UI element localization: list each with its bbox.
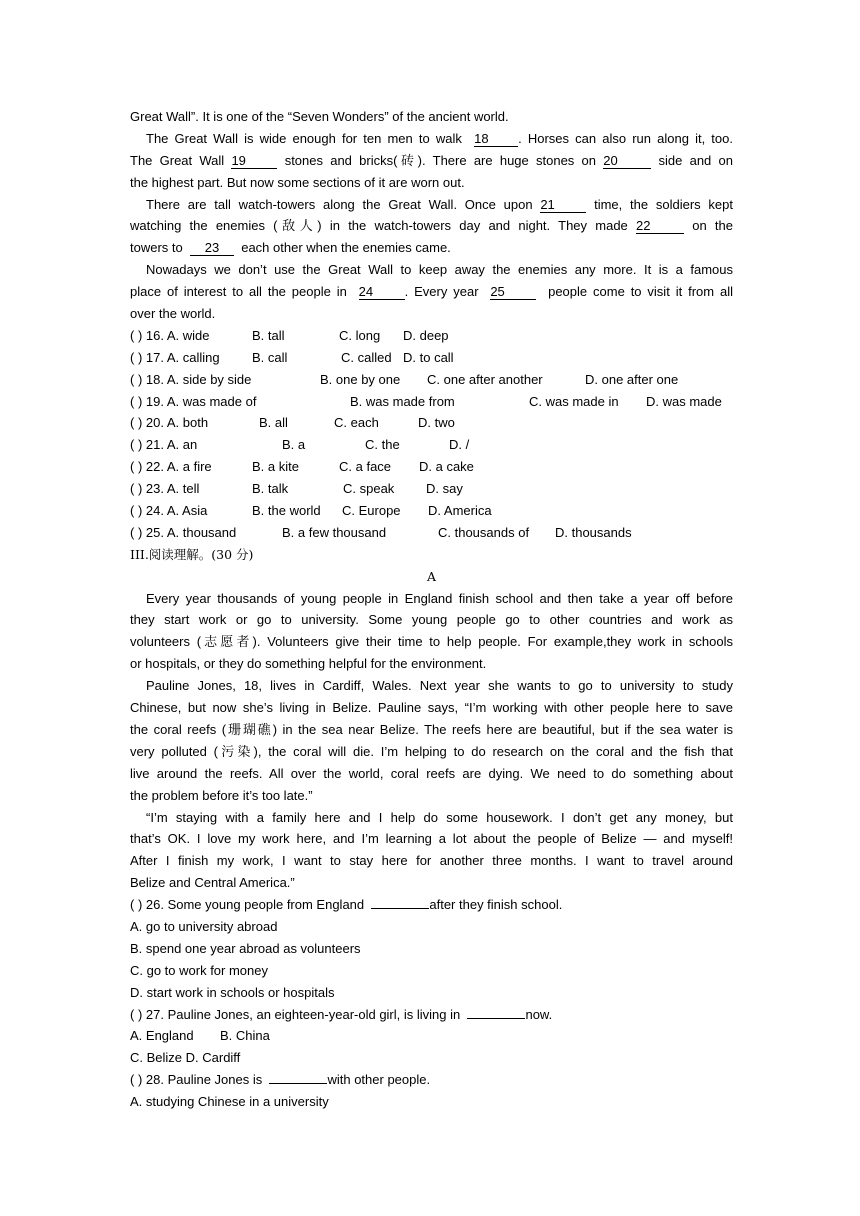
section-title: III.阅读理解。(30 分) xyxy=(130,546,254,562)
option-b: B. spend one year abroad as volunteers xyxy=(130,940,361,956)
text-line: volunteers (志愿者). Volunteers give their time to help people. For example,they work in schools xyxy=(130,634,733,650)
question-26: ( ) 26. Some young people from England after they finish school. xyxy=(130,897,563,913)
reading-questions xyxy=(130,894,733,1113)
blank-23: 23 xyxy=(190,241,234,256)
text-line: Every year thousands of young people in England finish school and then take a year off before xyxy=(146,590,733,606)
cloze-questions xyxy=(130,325,733,544)
question-21: ( ) 21. A. an B. a C. the D. / xyxy=(130,437,470,453)
text-line: Great Wall”. It is one of the “Seven Wonders” of the ancient world. xyxy=(130,109,509,124)
question-25: ( ) 25. A. thousand B. a few thousand C. thousands of D. thousands xyxy=(130,524,632,540)
text-line: towers to 23 each other when the enemies came. xyxy=(130,240,451,256)
text-line: live around the reefs. All over the world, coral reefs are dying. We need to do something about xyxy=(130,765,733,781)
question-24: ( ) 24. A. Asia B. the world C. Europe D. America xyxy=(130,503,492,519)
text-line: Nowadays we don’t use the Great Wall to keep away the enemies any more. It is a famous xyxy=(146,262,733,278)
text-line: the highest part. But now some sections of it are worn out. xyxy=(130,174,465,190)
blank-22: 22 xyxy=(636,219,684,234)
question-20: ( ) 20. A. both B. all C. each D. two xyxy=(130,415,455,431)
option-d: D. start work in schools or hospitals xyxy=(130,984,335,1000)
question-16: ( ) 16. A. wide B. tall C. long D. deep xyxy=(130,327,449,343)
blank-21: 21 xyxy=(540,198,586,213)
text-line: that’s OK. I love my work here, and I’m learning a lot about the people of Belize — and myself! xyxy=(130,831,733,847)
blank-24: 24 xyxy=(359,285,405,300)
worksheet-page xyxy=(130,106,733,1113)
answer-blank xyxy=(269,1070,327,1084)
text-line: they start work or go to university. Some young people go to other countries and work as xyxy=(130,612,733,628)
text-line: “I’m staying with a family here and I help do some housework. I don’t get any money, but xyxy=(146,809,733,825)
text-line: The Great Wall is wide enough for ten men to walk 18 . Horses can also run along it, too. xyxy=(146,130,733,146)
text-line: Chinese, but now she’s living in Belize. Pauline says, “I’m working with other people here to save xyxy=(130,700,733,716)
text-line: place of interest to all the people in 24 . Every year 25 people come to visit it from all xyxy=(130,284,733,300)
text-line: After I finish my work, I want to stay here for another three months. I want to travel around xyxy=(130,853,733,869)
blank-19: 19 xyxy=(231,154,277,169)
answer-blank xyxy=(467,1005,525,1019)
question-18: ( ) 18. A. side by side B. one by one C. one after another D. one after one xyxy=(130,371,679,387)
text-line: Belize and Central America.” xyxy=(130,875,295,891)
text-line: over the world. xyxy=(130,306,216,322)
passage-label: A xyxy=(426,568,437,584)
question-19: ( ) 19. A. was made of B. was made from C. was made in D. was made xyxy=(130,393,722,409)
text-line: the problem before it’s too late.” xyxy=(130,787,313,803)
text-line: The Great Wall 19 stones and bricks(砖). There are huge stones on 20 side and on xyxy=(130,152,733,168)
text-line: Pauline Jones, 18, lives in Cardiff, Wales. Next year she wants to go to university to study xyxy=(146,678,733,694)
reading-passage xyxy=(130,588,733,894)
question-23: ( ) 23. A. tell B. talk C. speak D. say xyxy=(130,481,463,497)
text-line: There are tall watch-towers along the Great Wall. Once upon 21 time, the soldiers kept xyxy=(146,196,733,212)
option-a: A. studying Chinese in a university xyxy=(130,1094,329,1110)
question-27-options-1: A. England B. China xyxy=(130,1028,270,1044)
text-line: or hospitals, or they do something helpful for the environment. xyxy=(130,656,487,672)
question-17: ( ) 17. A. calling B. call C. called D. to call xyxy=(130,349,454,365)
text-line: very polluted (污染), the coral will die. I’m helping to do research on the coral and the fish that xyxy=(130,743,733,759)
answer-blank xyxy=(371,895,429,909)
question-27-options-2: C. Belize D. Cardiff xyxy=(130,1050,241,1066)
option-c: C. go to work for money xyxy=(130,962,268,978)
text-line: watching the enemies (敌人) in the watch-towers day and night. They made 22 on the xyxy=(130,218,733,234)
blank-20: 20 xyxy=(603,154,651,169)
option-a: A. go to university abroad xyxy=(130,918,278,934)
cloze-passage xyxy=(130,106,733,325)
question-27: ( ) 27. Pauline Jones, an eighteen-year-old girl, is living in now. xyxy=(130,1006,553,1022)
question-28: ( ) 28. Pauline Jones is with other people. xyxy=(130,1072,431,1088)
blank-25: 25 xyxy=(490,285,536,300)
blank-18: 18 xyxy=(474,132,518,147)
question-22: ( ) 22. A. a fire B. a kite C. a face D. a cake xyxy=(130,459,474,475)
text-line: the coral reefs (珊瑚礁) in the sea near Belize. The reefs here are beautiful, but if the sea water is xyxy=(130,721,733,737)
